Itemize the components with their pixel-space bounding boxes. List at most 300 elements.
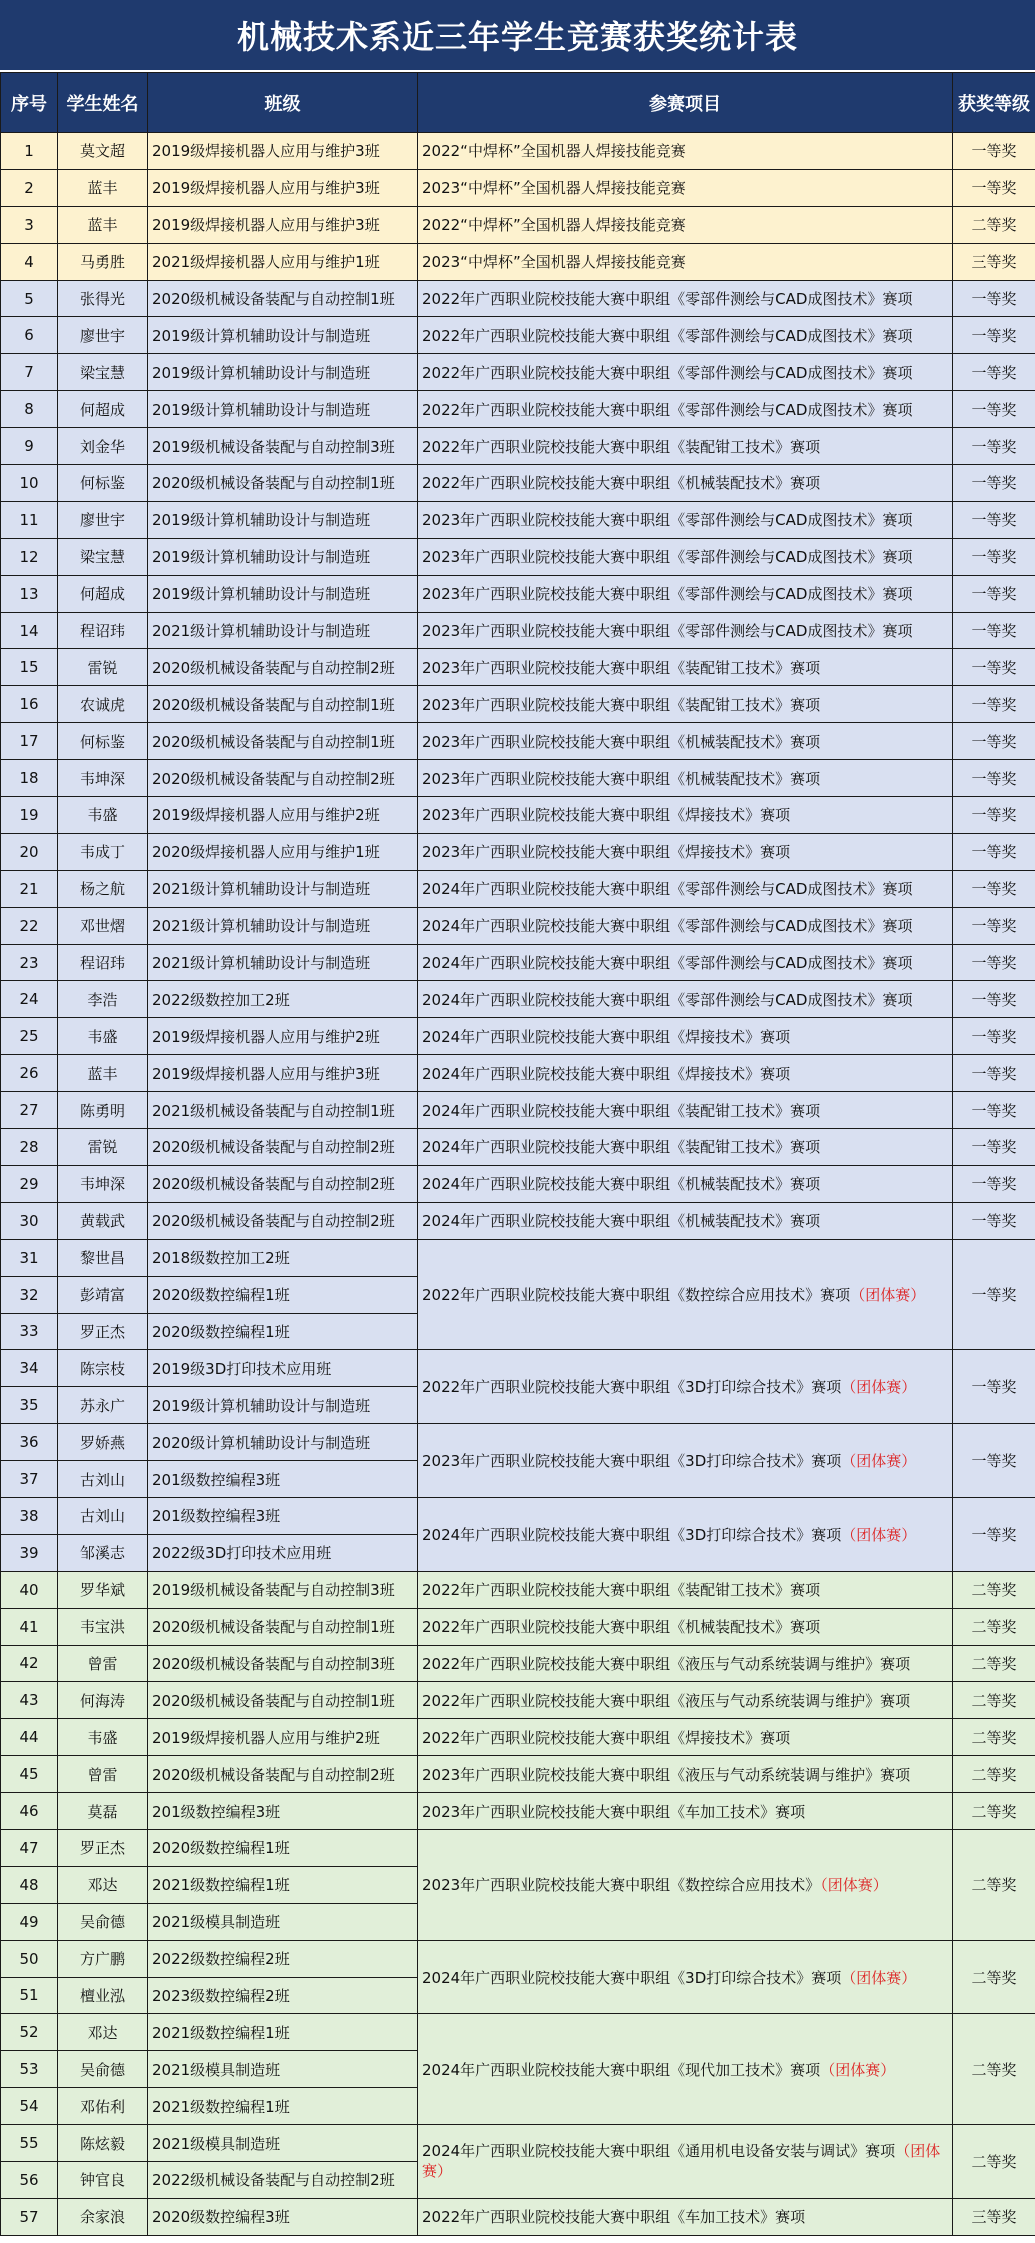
cell-project	[418, 833, 953, 870]
table-row	[1, 612, 1035, 649]
cell-class: 2020级机械设备装配与自动控制1班	[148, 686, 418, 723]
cell-project	[418, 1018, 953, 1055]
table-row	[1, 1793, 1035, 1830]
cell-class: 2019级焊接机器人应用与维护2班	[148, 797, 418, 834]
cell-no: 44	[1, 1719, 58, 1756]
project-text: 2024年广西职业院校技能大赛中职组《通用机电设备安装与调试》赛项	[422, 2142, 896, 2161]
project-text: 2023年广西职业院校技能大赛中职组《焊接技术》赛项	[422, 843, 791, 862]
header-no: 序号	[1, 73, 58, 133]
cell-name: 黎世昌	[58, 1239, 148, 1276]
table-row	[1, 1940, 1035, 1977]
cell-project	[418, 1497, 953, 1571]
cell-class: 2021级计算机辅助设计与制造班	[148, 870, 418, 907]
cell-award: 二等奖	[953, 1645, 1035, 1682]
cell-award: 一等奖	[953, 944, 1035, 981]
cell-project	[418, 1829, 953, 1940]
cell-no: 17	[1, 723, 58, 760]
cell-class: 2021级数控编程1班	[148, 2014, 418, 2051]
table-row	[1, 1165, 1035, 1202]
table-row	[1, 649, 1035, 686]
cell-no: 13	[1, 575, 58, 612]
cell-class: 2020级计算机辅助设计与制造班	[148, 1424, 418, 1461]
cell-project	[418, 723, 953, 760]
table-row	[1, 169, 1035, 206]
table-row	[1, 1092, 1035, 1129]
cell-project	[418, 1092, 953, 1129]
table-row	[1, 391, 1035, 428]
cell-name: 程诏玮	[58, 612, 148, 649]
cell-class: 201级数控编程3班	[148, 1497, 418, 1534]
cell-project	[418, 981, 953, 1018]
cell-project	[418, 280, 953, 317]
cell-no: 46	[1, 1793, 58, 1830]
table-row	[1, 1202, 1035, 1239]
cell-no: 49	[1, 1903, 58, 1940]
project-text: 2023年广西职业院校技能大赛中职组《装配钳工技术》赛项	[422, 695, 821, 714]
cell-class: 2019级焊接机器人应用与维护3班	[148, 133, 418, 170]
table-row	[1, 1719, 1035, 1756]
cell-project	[418, 1793, 953, 1830]
cell-award: 一等奖	[953, 907, 1035, 944]
cell-name: 韦成丁	[58, 833, 148, 870]
cell-no: 31	[1, 1239, 58, 1276]
cell-no: 45	[1, 1756, 58, 1793]
cell-name: 吴俞德	[58, 1903, 148, 1940]
table-row	[1, 944, 1035, 981]
table-row	[1, 907, 1035, 944]
cell-no: 21	[1, 870, 58, 907]
cell-award: 一等奖	[953, 1202, 1035, 1239]
cell-no: 48	[1, 1866, 58, 1903]
cell-class: 2019级计算机辅助设计与制造班	[148, 391, 418, 428]
cell-award: 一等奖	[953, 169, 1035, 206]
cell-no: 35	[1, 1387, 58, 1424]
cell-no: 11	[1, 501, 58, 538]
cell-class: 2023级数控编程2班	[148, 1977, 418, 2014]
cell-class: 2022级数控编程2班	[148, 1940, 418, 1977]
cell-name: 邓达	[58, 1866, 148, 1903]
cell-award: 三等奖	[953, 2198, 1035, 2235]
cell-name: 方广鹏	[58, 1940, 148, 1977]
cell-name: 雷锐	[58, 1129, 148, 1166]
project-text: 2023年广西职业院校技能大赛中职组《装配钳工技术》赛项	[422, 658, 821, 677]
cell-class: 2021级模具制造班	[148, 1903, 418, 1940]
cell-name: 曾雷	[58, 1645, 148, 1682]
table-row	[1, 354, 1035, 391]
team-badge: （团体赛）	[820, 2060, 896, 2079]
project-text: 2022“中焊杯”全国机器人焊接技能竞赛	[422, 142, 686, 161]
project-text: 2024年广西职业院校技能大赛中职组《零部件测绘与CAD成图技术》赛项	[422, 880, 913, 899]
cell-class: 2022级机械设备装配与自动控制2班	[148, 2161, 418, 2198]
cell-no: 41	[1, 1608, 58, 1645]
cell-no: 52	[1, 2014, 58, 2051]
cell-class: 2022级3D打印技术应用班	[148, 1534, 418, 1571]
table-row	[1, 575, 1035, 612]
cell-no: 33	[1, 1313, 58, 1350]
table-row	[1, 280, 1035, 317]
team-badge: （团体赛）	[820, 1876, 888, 1895]
cell-name: 何超成	[58, 391, 148, 428]
project-text: 2023“中焊杯”全国机器人焊接技能竞赛	[422, 179, 686, 198]
cell-name: 何标鉴	[58, 723, 148, 760]
cell-no: 6	[1, 317, 58, 354]
team-badge: （团体赛）	[841, 1452, 917, 1471]
cell-project	[418, 686, 953, 723]
cell-class: 2020级机械设备装配与自动控制1班	[148, 280, 418, 317]
cell-award: 一等奖	[953, 870, 1035, 907]
project-text: 2024年广西职业院校技能大赛中职组《零部件测绘与CAD成图技术》赛项	[422, 917, 913, 936]
project-text: 2022年广西职业院校技能大赛中职组《机械装配技术》赛项	[422, 474, 821, 493]
team-badge: （团体赛）	[841, 1968, 917, 1987]
cell-name: 何标鉴	[58, 465, 148, 502]
cell-award: 一等奖	[953, 1424, 1035, 1498]
cell-project	[418, 169, 953, 206]
table-row	[1, 1645, 1035, 1682]
cell-project	[418, 797, 953, 834]
cell-project	[418, 1239, 953, 1350]
cell-class: 201级数控编程3班	[148, 1461, 418, 1498]
cell-project	[418, 612, 953, 649]
project-text: 2023年广西职业院校技能大赛中职组《3D打印综合技术》赛项	[422, 1452, 842, 1471]
cell-class: 2020级机械设备装配与自动控制2班	[148, 649, 418, 686]
cell-class: 2019级焊接机器人应用与维护2班	[148, 1719, 418, 1756]
team-badge: （团体赛）	[841, 1378, 917, 1397]
cell-class: 2019级机械设备装配与自动控制3班	[148, 428, 418, 465]
cell-award: 一等奖	[953, 133, 1035, 170]
table-row	[1, 133, 1035, 170]
cell-name: 彭靖富	[58, 1276, 148, 1313]
cell-name: 罗华斌	[58, 1571, 148, 1608]
cell-no: 12	[1, 538, 58, 575]
cell-no: 4	[1, 243, 58, 280]
cell-project	[418, 1424, 953, 1498]
cell-award: 二等奖	[953, 1940, 1035, 2014]
cell-project	[418, 944, 953, 981]
cell-project	[418, 243, 953, 280]
project-text: 2022年广西职业院校技能大赛中职组《液压与气动系统装调与维护》赛项	[422, 1691, 911, 1710]
cell-award: 一等奖	[953, 1129, 1035, 1166]
cell-name: 韦盛	[58, 1719, 148, 1756]
project-text: 2022年广西职业院校技能大赛中职组《车加工技术》赛项	[422, 2208, 806, 2227]
cell-no: 50	[1, 1940, 58, 1977]
cell-class: 2022级数控加工2班	[148, 981, 418, 1018]
cell-class: 2020级数控编程1班	[148, 1313, 418, 1350]
cell-award: 二等奖	[953, 1608, 1035, 1645]
cell-project	[418, 501, 953, 538]
cell-name: 蓝丰	[58, 169, 148, 206]
cell-no: 53	[1, 2051, 58, 2088]
cell-project	[418, 1350, 953, 1424]
project-text: 2024年广西职业院校技能大赛中职组《3D打印综合技术》赛项	[422, 1968, 842, 1987]
table-row	[1, 797, 1035, 834]
team-badge: （团体赛）	[841, 1525, 917, 1544]
cell-name: 陈宗枝	[58, 1350, 148, 1387]
cell-no: 42	[1, 1645, 58, 1682]
table-row	[1, 760, 1035, 797]
project-text: 2024年广西职业院校技能大赛中职组《零部件测绘与CAD成图技术》赛项	[422, 990, 913, 1009]
cell-name: 李浩	[58, 981, 148, 1018]
header-class: 班级	[148, 73, 418, 133]
sheet-title: 机械技术系近三年学生竞赛获奖统计表	[0, 0, 1035, 72]
cell-award: 一等奖	[953, 760, 1035, 797]
cell-no: 23	[1, 944, 58, 981]
cell-project	[418, 428, 953, 465]
cell-name: 吴俞德	[58, 2051, 148, 2088]
cell-award: 一等奖	[953, 612, 1035, 649]
cell-award: 一等奖	[953, 723, 1035, 760]
cell-class: 2019级机械设备装配与自动控制3班	[148, 1571, 418, 1608]
cell-class: 2020级机械设备装配与自动控制1班	[148, 1682, 418, 1719]
project-text: 2023年广西职业院校技能大赛中职组《零部件测绘与CAD成图技术》赛项	[422, 622, 913, 641]
table-row	[1, 1055, 1035, 1092]
project-text: 2022年广西职业院校技能大赛中职组《零部件测绘与CAD成图技术》赛项	[422, 400, 913, 419]
table-row	[1, 1424, 1035, 1461]
cell-no: 51	[1, 1977, 58, 2014]
cell-name: 邓佑利	[58, 2088, 148, 2125]
project-text: 2023年广西职业院校技能大赛中职组《焊接技术》赛项	[422, 806, 791, 825]
project-text: 2022年广西职业院校技能大赛中职组《3D打印综合技术》赛项	[422, 1378, 842, 1397]
cell-name: 古刘山	[58, 1461, 148, 1498]
cell-class: 2021级数控编程1班	[148, 2088, 418, 2125]
cell-award: 二等奖	[953, 1719, 1035, 1756]
cell-class: 2019级计算机辅助设计与制造班	[148, 501, 418, 538]
project-text: 2022年广西职业院校技能大赛中职组《数控综合应用技术》赛项	[422, 1286, 851, 1305]
cell-award: 一等奖	[953, 501, 1035, 538]
cell-no: 34	[1, 1350, 58, 1387]
project-text: 2024年广西职业院校技能大赛中职组《零部件测绘与CAD成图技术》赛项	[422, 954, 913, 973]
cell-project	[418, 870, 953, 907]
cell-no: 47	[1, 1829, 58, 1866]
cell-no: 39	[1, 1534, 58, 1571]
table-row	[1, 1571, 1035, 1608]
cell-name: 余家浪	[58, 2198, 148, 2235]
cell-class: 2019级焊接机器人应用与维护2班	[148, 1018, 418, 1055]
cell-project	[418, 1940, 953, 2014]
cell-award: 一等奖	[953, 1165, 1035, 1202]
cell-no: 30	[1, 1202, 58, 1239]
cell-name: 农诚虎	[58, 686, 148, 723]
cell-no: 3	[1, 206, 58, 243]
cell-award: 二等奖	[953, 1793, 1035, 1830]
cell-name: 莫文超	[58, 133, 148, 170]
cell-award: 一等奖	[953, 575, 1035, 612]
cell-name: 韦盛	[58, 1018, 148, 1055]
cell-no: 55	[1, 2125, 58, 2162]
cell-name: 程诏玮	[58, 944, 148, 981]
cell-class: 2020级机械设备装配与自动控制3班	[148, 1645, 418, 1682]
cell-no: 36	[1, 1424, 58, 1461]
cell-no: 22	[1, 907, 58, 944]
cell-project	[418, 1129, 953, 1166]
cell-class: 2020级机械设备装配与自动控制2班	[148, 1756, 418, 1793]
table-row	[1, 206, 1035, 243]
cell-award: 一等奖	[953, 1055, 1035, 1092]
cell-name: 邓达	[58, 2014, 148, 2051]
cell-no: 1	[1, 133, 58, 170]
cell-project	[418, 1756, 953, 1793]
project-text: 2022“中焊杯”全国机器人焊接技能竞赛	[422, 216, 686, 235]
cell-no: 54	[1, 2088, 58, 2125]
project-text: 2024年广西职业院校技能大赛中职组《3D打印综合技术》赛项	[422, 1525, 842, 1544]
cell-name: 钟官良	[58, 2161, 148, 2198]
cell-no: 9	[1, 428, 58, 465]
cell-name: 韦盛	[58, 797, 148, 834]
cell-name: 陈勇明	[58, 1092, 148, 1129]
cell-name: 韦坤深	[58, 1165, 148, 1202]
table-row	[1, 1756, 1035, 1793]
project-text: 2024年广西职业院校技能大赛中职组《机械装配技术》赛项	[422, 1175, 821, 1194]
table-row	[1, 2198, 1035, 2235]
table-row	[1, 1350, 1035, 1387]
cell-award: 一等奖	[953, 649, 1035, 686]
project-text: 2022年广西职业院校技能大赛中职组《焊接技术》赛项	[422, 1728, 791, 1747]
cell-project	[418, 391, 953, 428]
table-row	[1, 723, 1035, 760]
cell-no: 29	[1, 1165, 58, 1202]
table-row	[1, 2125, 1035, 2162]
cell-project	[418, 907, 953, 944]
cell-name: 檀业泓	[58, 1977, 148, 2014]
cell-award: 一等奖	[953, 1239, 1035, 1350]
table-row	[1, 465, 1035, 502]
cell-class: 2019级计算机辅助设计与制造班	[148, 1387, 418, 1424]
header-award: 获奖等级	[953, 73, 1035, 133]
cell-no: 57	[1, 2198, 58, 2235]
table-row	[1, 2014, 1035, 2051]
cell-name: 张得光	[58, 280, 148, 317]
cell-class: 2019级焊接机器人应用与维护3班	[148, 206, 418, 243]
cell-name: 黄载武	[58, 1202, 148, 1239]
project-text: 2023年广西职业院校技能大赛中职组《零部件测绘与CAD成图技术》赛项	[422, 511, 913, 530]
cell-name: 陈炫毅	[58, 2125, 148, 2162]
cell-no: 8	[1, 391, 58, 428]
cell-no: 18	[1, 760, 58, 797]
cell-class: 2021级模具制造班	[148, 2051, 418, 2088]
cell-no: 2	[1, 169, 58, 206]
cell-award: 一等奖	[953, 391, 1035, 428]
cell-project	[418, 1202, 953, 1239]
cell-project	[418, 538, 953, 575]
header-row	[1, 73, 1035, 133]
cell-award: 二等奖	[953, 1829, 1035, 1940]
cell-name: 廖世宇	[58, 317, 148, 354]
cell-name: 邓世熠	[58, 907, 148, 944]
cell-class: 2020级机械设备装配与自动控制2班	[148, 1129, 418, 1166]
project-text: 2022年广西职业院校技能大赛中职组《装配钳工技术》赛项	[422, 1581, 821, 1600]
cell-class: 2019级焊接机器人应用与维护3班	[148, 169, 418, 206]
cell-no: 25	[1, 1018, 58, 1055]
project-text: 2024年广西职业院校技能大赛中职组《装配钳工技术》赛项	[422, 1101, 821, 1120]
cell-class: 2021级模具制造班	[148, 2125, 418, 2162]
cell-award: 一等奖	[953, 833, 1035, 870]
table-row	[1, 1608, 1035, 1645]
cell-class: 2021级计算机辅助设计与制造班	[148, 612, 418, 649]
cell-name: 何海涛	[58, 1682, 148, 1719]
cell-project	[418, 649, 953, 686]
cell-name: 梁宝慧	[58, 354, 148, 391]
cell-class: 2021级机械设备装配与自动控制1班	[148, 1092, 418, 1129]
project-text: 2024年广西职业院校技能大赛中职组《装配钳工技术》赛项	[422, 1138, 821, 1157]
cell-name: 罗正杰	[58, 1313, 148, 1350]
cell-name: 莫磊	[58, 1793, 148, 1830]
project-text: 2023年广西职业院校技能大赛中职组《机械装配技术》赛项	[422, 769, 821, 788]
cell-project	[418, 354, 953, 391]
project-text: 2022年广西职业院校技能大赛中职组《零部件测绘与CAD成图技术》赛项	[422, 326, 913, 345]
cell-project	[418, 1165, 953, 1202]
cell-name: 梁宝慧	[58, 538, 148, 575]
cell-project	[418, 2198, 953, 2235]
table-row	[1, 1018, 1035, 1055]
cell-no: 32	[1, 1276, 58, 1313]
table-row	[1, 1239, 1035, 1276]
cell-no: 56	[1, 2161, 58, 2198]
cell-award: 一等奖	[953, 797, 1035, 834]
project-text: 2022年广西职业院校技能大赛中职组《零部件测绘与CAD成图技术》赛项	[422, 363, 913, 382]
cell-award: 一等奖	[953, 465, 1035, 502]
project-text: 2022年广西职业院校技能大赛中职组《机械装配技术》赛项	[422, 1618, 821, 1637]
cell-class: 2020级机械设备装配与自动控制2班	[148, 1202, 418, 1239]
cell-project	[418, 2014, 953, 2125]
table-row	[1, 317, 1035, 354]
cell-project	[418, 1608, 953, 1645]
cell-no: 28	[1, 1129, 58, 1166]
cell-award: 一等奖	[953, 981, 1035, 1018]
cell-name: 蓝丰	[58, 206, 148, 243]
cell-class: 2019级3D打印技术应用班	[148, 1350, 418, 1387]
cell-award: 二等奖	[953, 1756, 1035, 1793]
cell-project	[418, 1571, 953, 1608]
table-row	[1, 501, 1035, 538]
cell-class: 2021级计算机辅助设计与制造班	[148, 944, 418, 981]
project-text: 2022年广西职业院校技能大赛中职组《装配钳工技术》赛项	[422, 437, 821, 456]
cell-class: 2021级计算机辅助设计与制造班	[148, 907, 418, 944]
cell-class: 2020级机械设备装配与自动控制1班	[148, 723, 418, 760]
table-row	[1, 1829, 1035, 1866]
cell-award: 一等奖	[953, 354, 1035, 391]
cell-no: 43	[1, 1682, 58, 1719]
cell-award: 一等奖	[953, 686, 1035, 723]
cell-award: 一等奖	[953, 1092, 1035, 1129]
cell-name: 韦坤深	[58, 760, 148, 797]
cell-class: 2019级计算机辅助设计与制造班	[148, 538, 418, 575]
awards-table	[0, 72, 1035, 2236]
header-project: 参赛项目	[418, 73, 953, 133]
cell-project	[418, 1645, 953, 1682]
project-text: 2024年广西职业院校技能大赛中职组《机械装配技术》赛项	[422, 1212, 821, 1231]
cell-no: 38	[1, 1497, 58, 1534]
cell-project	[418, 133, 953, 170]
cell-project	[418, 2125, 953, 2199]
cell-name: 何超成	[58, 575, 148, 612]
cell-class: 2020级数控编程1班	[148, 1829, 418, 1866]
cell-award: 二等奖	[953, 2014, 1035, 2125]
team-badge: （团体赛）	[422, 2142, 941, 2181]
project-text: 2023年广西职业院校技能大赛中职组《数控综合应用技术》	[422, 1876, 821, 1895]
cell-award: 二等奖	[953, 1682, 1035, 1719]
cell-project	[418, 1682, 953, 1719]
cell-project	[418, 1055, 953, 1092]
cell-award: 一等奖	[953, 1018, 1035, 1055]
cell-class: 2021级焊接机器人应用与维护1班	[148, 243, 418, 280]
table-row	[1, 981, 1035, 1018]
cell-no: 5	[1, 280, 58, 317]
header-name: 学生姓名	[58, 73, 148, 133]
cell-name: 杨之航	[58, 870, 148, 907]
table-row	[1, 870, 1035, 907]
cell-award: 一等奖	[953, 280, 1035, 317]
project-text: 2023年广西职业院校技能大赛中职组《机械装配技术》赛项	[422, 732, 821, 751]
cell-class: 2019级计算机辅助设计与制造班	[148, 354, 418, 391]
